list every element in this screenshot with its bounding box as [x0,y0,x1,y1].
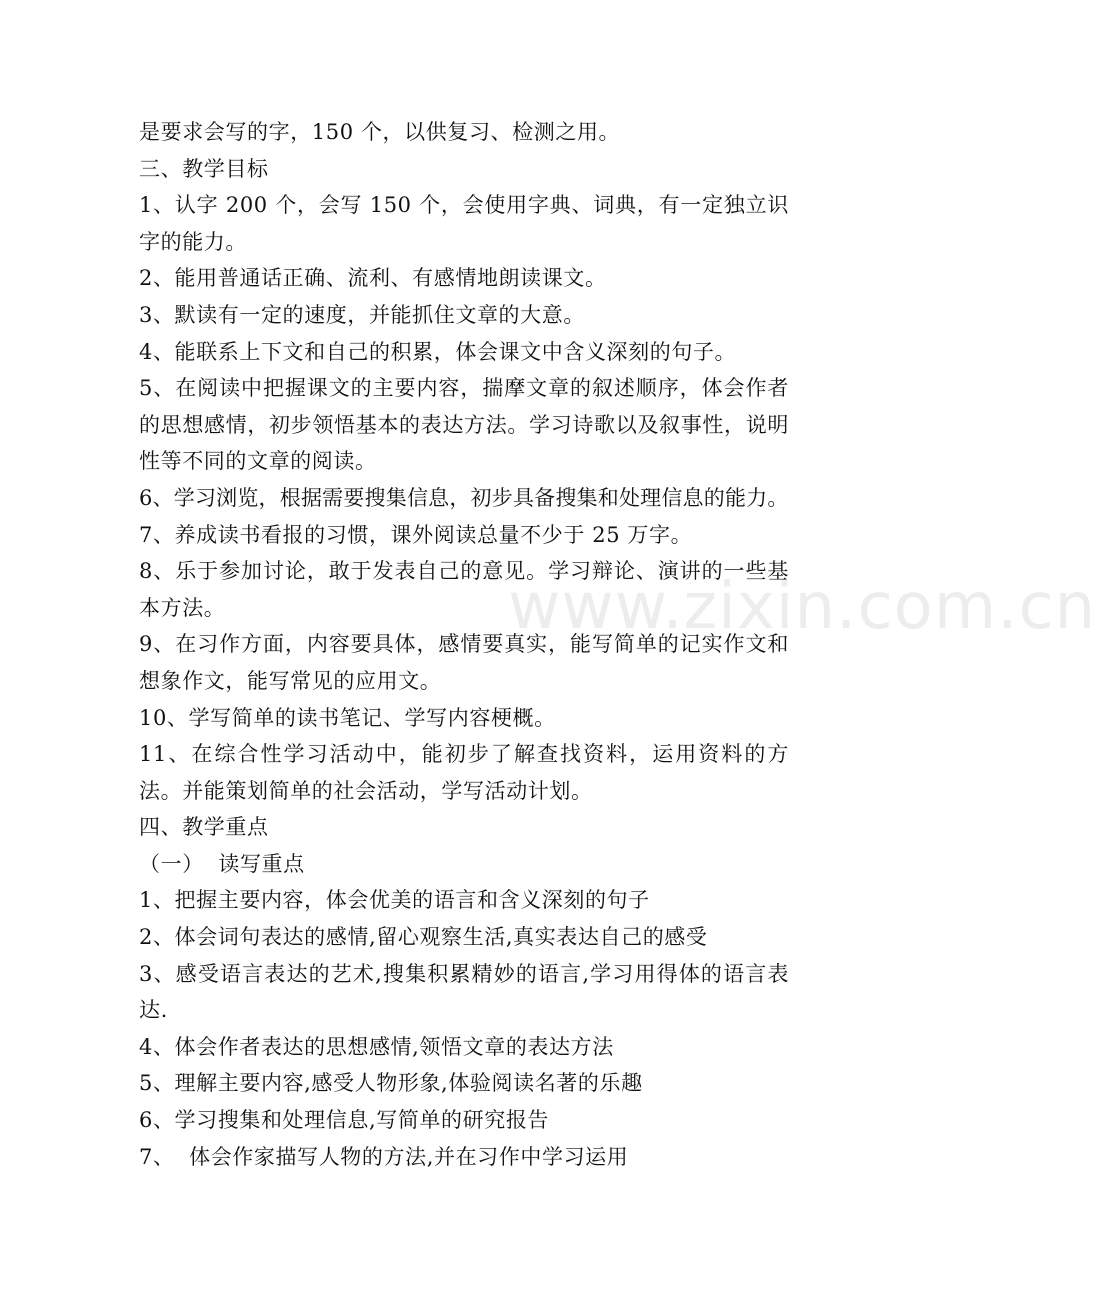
watermark: www.zixin.com.cn [508,570,1096,644]
list-item: 1、认字 200 个，会写 150 个，会使用字典、词典，有一定独立识字的能力。 [139,193,789,254]
section-heading: 三、教学目标 [139,156,269,181]
list-item: 6、学习浏览，根据需要搜集信息，初步具备搜集和处理信息的能力。 [139,485,789,510]
subsection-heading: （一） 读写重点 [139,851,305,876]
list-item: 3、感受语言表达的艺术,搜集积累精妙的语言,学习用得体的语言表达. [139,961,789,1023]
list-item: 5、在阅读中把握课文的主要内容，揣摩文章的叙述顺序，体会作者的思想感情，初步领悟基本的表达方法。学习诗歌以及叙事性，说明性等不同的文章的阅读。 [139,376,789,474]
list-item: 4、体会作者表达的思想感情,领悟文章的表达方法 [139,1034,614,1059]
section-heading: 四、教学重点 [139,815,269,840]
list-item: 2、体会词句表达的感情,留心观察生活,真实表达自己的感受 [139,925,708,950]
list-item: 1、把握主要内容，体会优美的语言和含义深刻的句子 [139,888,650,913]
list-item: 7、 体会作家描写人物的方法,并在习作中学习运用 [139,1144,629,1169]
list-item: 5、理解主要内容,感受人物形象,体验阅读名著的乐趣 [139,1071,643,1096]
list-item: 6、学习搜集和处理信息,写简单的研究报告 [139,1108,550,1133]
list-item: 7、养成读书看报的习惯，课外阅读总量不少于 25 万字。 [139,522,693,547]
list-item: 9、在习作方面，内容要具体，感情要真实，能写简单的记实作文和想象作文，能写常见的应用文。 [139,632,789,693]
paragraph-line: 是要求会写的字，150 个，以供复习、检测之用。 [139,120,621,144]
list-item: 8、乐于参加讨论，敢于发表自己的意见。学习辩论、演讲的一些基本方法。 [139,559,789,620]
list-item: 2、能用普通话正确、流利、有感情地朗读课文。 [139,266,607,291]
list-item: 3、默读有一定的速度，并能抓住文章的大意。 [139,302,585,327]
list-item: 11、在综合性学习活动中，能初步了解查找资料，运用资料的方法。并能策划简单的社会活动，学写活动计划。 [139,742,789,803]
list-item: 4、能联系上下文和自己的积累，体会课文中含义深刻的句子。 [139,339,737,364]
document-body [139,114,789,1175]
list-item: 10、学写简单的读书笔记、学写内容梗概。 [139,705,556,730]
